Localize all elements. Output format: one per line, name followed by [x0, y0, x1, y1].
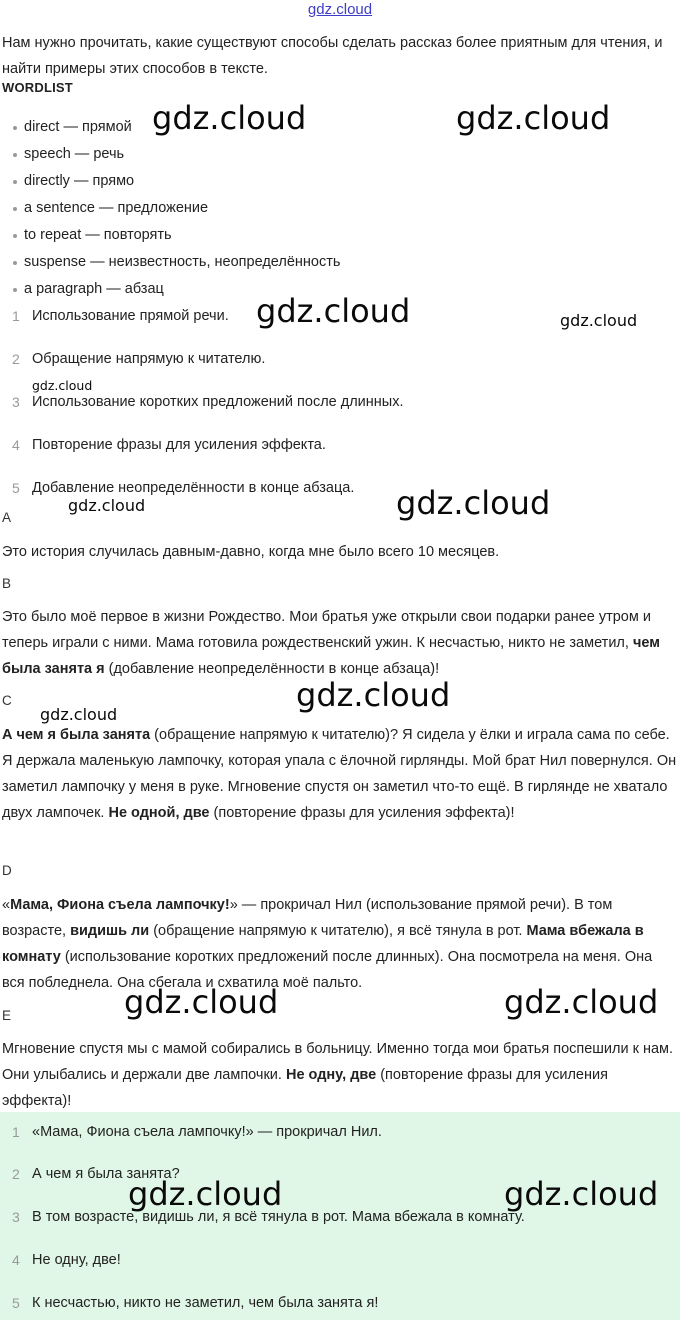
section-text-d: «Мама, Фиона съела лампочку!» — прокричал Нил (использование прямой речи). В том возрасте, видишь ли (обращение напрямую к читателю), я всё тянула в рот. Мама вбежала в комнату (использование коротких предложений после длинных). Она посмотрела на меня. Она вся побледнела. Она сбегала и схватила моё пальто. — [2, 897, 653, 991]
method-number: 2 — [12, 351, 20, 367]
watermark: gdz.cloud — [456, 99, 611, 137]
watermark: gdz.cloud — [396, 484, 551, 522]
section-letter-c: C — [2, 693, 12, 708]
intro-text: Нам нужно прочитать, какие существуют способы сделать рассказ более приятным для чтения, и найти примеры этих способов в тексте. — [2, 35, 663, 77]
answer-number: 5 — [12, 1295, 20, 1311]
wordlist-item: to repeat — повторять — [0, 222, 340, 249]
method-text: Добавление неопределённости в конце абзаца. — [32, 480, 355, 496]
highlight: Не одну, две — [285, 1067, 377, 1083]
answer-text: А чем я была занята? — [32, 1166, 180, 1182]
method-number: 5 — [12, 480, 20, 496]
answer-text: В том возрасте, видишь ли, я всё тянула в рот. Мама вбежала в комнату. — [32, 1209, 525, 1225]
section-text-c: А чем я была занята (обращение напрямую к читателю)? Я сидела у ёлки и играла сама по себе. Я держала маленькую лампочку, которая упала с ёлочной гирлянды. Мой брат Нил повернулся. Он заметил лампочку у меня в руке. Мгновение спустя он заметил что-то ещё. В гирлянде не хватало двух лампочек. Не одной, две (повторение фразы для усиления эффекта)! — [2, 727, 677, 821]
highlight: чем была занята я — [2, 635, 660, 677]
watermark: gdz.cloud — [296, 676, 451, 714]
section-letter-a: A — [2, 510, 12, 525]
answer-number: 1 — [12, 1124, 20, 1140]
method-number: 3 — [12, 394, 20, 410]
highlight: Мама вбежала в комнату — [2, 923, 644, 965]
answer-number: 4 — [12, 1252, 20, 1268]
watermark: gdz.cloud — [504, 983, 659, 1021]
wordlist-item: suspense — неизвестность, неопределённость — [0, 249, 340, 276]
section-text-e: Мгновение спустя мы с мамой собирались в больницу. Именно тогда мои братья поспешили к нам. Они улыбались и держали две лампочки. Не одну, две (повторение фразы для усиления эффекта)! — [2, 1041, 674, 1109]
section-letter-e: E — [2, 1008, 12, 1023]
section-letter-d: D — [2, 863, 12, 878]
highlight: Мама, Фиона съела лампочку! — [10, 897, 230, 913]
watermark: gdz.cloud — [124, 983, 279, 1021]
answer-text: «Мама, Фиона съела лампочку!» — прокричал Нил. — [32, 1124, 382, 1140]
answer-text: Не одну, две! — [32, 1252, 121, 1268]
watermark: gdz.cloud — [40, 705, 118, 724]
watermark: gdz.cloud — [128, 1175, 283, 1213]
section-text-b: Это было моё первое в жизни Рождество. Мои братья уже открыли свои подарки ранее утром и теперь играли с ними. Мама готовила рождественский ужин. К несчастью, никто не заметил, чем была занята я (добавление неопределённости в конце абзаца)! — [2, 609, 660, 677]
highlight: видишь ли — [70, 923, 150, 939]
watermark: gdz.cloud — [256, 292, 411, 330]
watermark: gdz.cloud — [32, 378, 93, 393]
method-text: Использование коротких предложений после длинных. — [32, 394, 404, 410]
wordlist — [0, 114, 340, 303]
site-link[interactable]: gdz.cloud — [307, 1, 373, 18]
watermark: gdz.cloud — [152, 99, 307, 137]
watermark: gdz.cloud — [68, 496, 146, 515]
wordlist-item: speech — речь — [0, 141, 340, 168]
method-text: Повторение фразы для усиления эффекта. — [32, 437, 326, 453]
wordlist-item: direct — прямой — [0, 114, 340, 141]
wordlist-item: a paragraph — абзац — [0, 276, 340, 303]
wordlist-item: a sentence — предложение — [0, 195, 340, 222]
watermark: gdz.cloud — [560, 311, 638, 330]
highlight: А чем я была занята — [2, 727, 151, 743]
method-number: 1 — [12, 308, 20, 324]
wordlist-heading: WORDLIST — [2, 80, 73, 95]
method-text: Обращение напрямую к читателю. — [32, 351, 266, 367]
section-text-a: Это история случилась давным-давно, когда мне было всего 10 месяцев. — [2, 544, 500, 560]
method-number: 4 — [12, 437, 20, 453]
watermark: gdz.cloud — [504, 1175, 659, 1213]
answer-text: К несчастью, никто не заметил, чем была занята я! — [32, 1295, 379, 1311]
method-text: Использование прямой речи. — [32, 308, 229, 324]
answer-number: 2 — [12, 1166, 20, 1182]
highlight: Не одной, две — [108, 805, 210, 821]
wordlist-item: directly — прямо — [0, 168, 340, 195]
section-letter-b: B — [2, 576, 12, 591]
answer-number: 3 — [12, 1209, 20, 1225]
